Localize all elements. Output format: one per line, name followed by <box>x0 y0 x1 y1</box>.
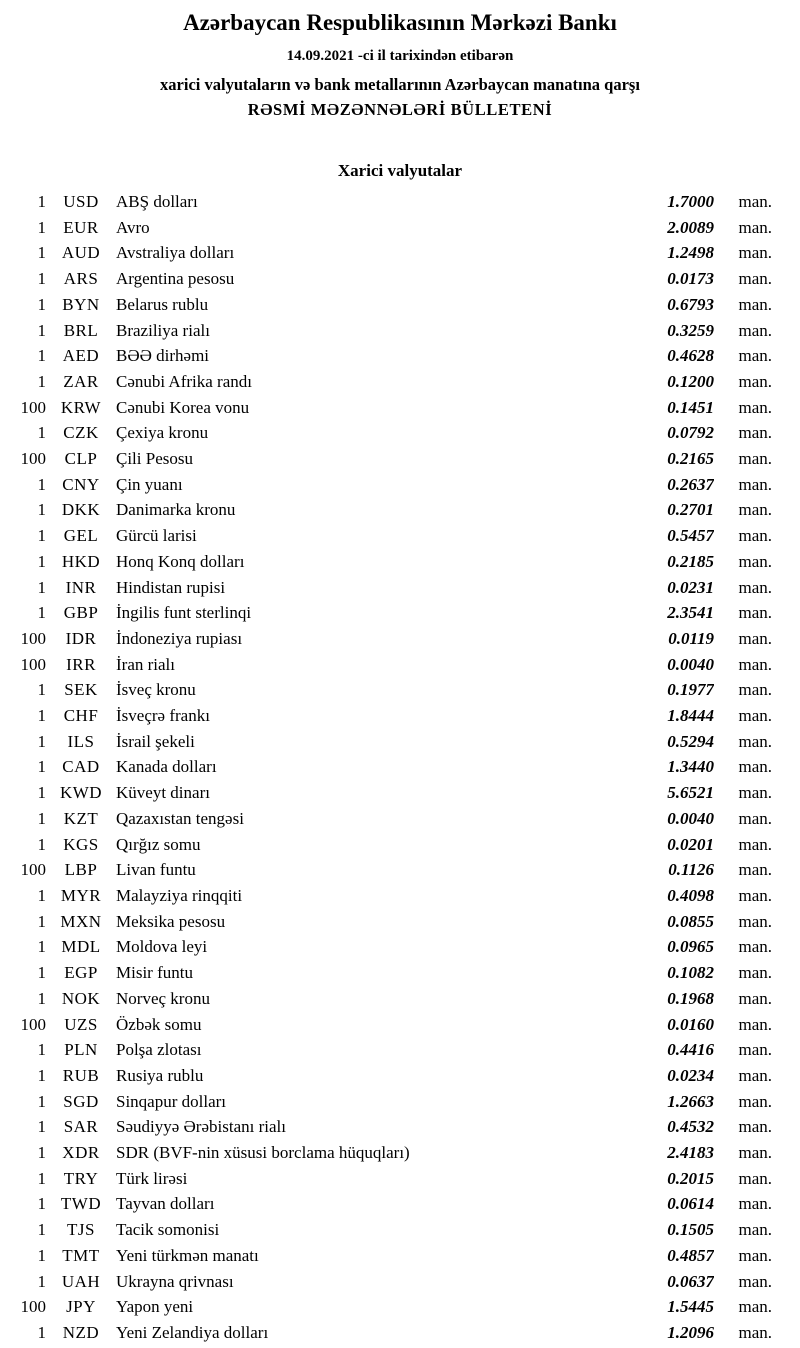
row-unit: man. <box>738 449 772 469</box>
row-rate: 0.0855 <box>667 911 714 931</box>
row-qty: 100 <box>20 654 46 674</box>
row-rate: 1.2663 <box>667 1091 714 1111</box>
row-qty: 1 <box>37 423 46 443</box>
row-unit: man. <box>738 1065 772 1085</box>
row-name: İsveçrə frankı <box>116 706 210 726</box>
table-row <box>6 369 772 395</box>
row-qty: 1 <box>37 320 46 340</box>
row-rate: 0.1082 <box>667 963 714 983</box>
subtitle-line: xarici valyutaların və bank metallarının Azərbaycan manatına qarşı <box>160 75 640 94</box>
table-row <box>6 189 772 215</box>
table-row <box>6 1320 772 1346</box>
row-rate: 0.6793 <box>667 294 714 314</box>
row-name: Çin yuanı <box>116 474 183 494</box>
row-qty: 100 <box>20 1014 46 1034</box>
row-qty: 1 <box>37 757 46 777</box>
row-qty: 1 <box>37 243 46 263</box>
row-code: CAD <box>62 757 100 777</box>
row-unit: man. <box>738 1194 772 1214</box>
table-row <box>6 1089 772 1115</box>
row-rate: 0.2185 <box>667 551 714 571</box>
table-row <box>6 472 772 498</box>
row-rate: 0.1200 <box>667 371 714 391</box>
table-row <box>6 1166 772 1192</box>
row-rate: 0.4532 <box>667 1117 714 1137</box>
row-rate: 0.1505 <box>667 1220 714 1240</box>
row-name: Braziliya rialı <box>116 320 210 340</box>
row-code: SAR <box>63 1117 99 1137</box>
table-row <box>6 1217 772 1243</box>
row-unit: man. <box>738 911 772 931</box>
row-rate: 0.1968 <box>667 988 714 1008</box>
row-rate: 0.0119 <box>668 628 714 648</box>
table-row <box>6 420 772 446</box>
row-unit: man. <box>738 269 772 289</box>
row-qty: 1 <box>37 1271 46 1291</box>
row-unit: man. <box>738 860 772 880</box>
row-qty: 1 <box>37 1091 46 1111</box>
row-name: Argentina pesosu <box>116 269 235 289</box>
row-code: USD <box>63 192 99 211</box>
row-qty: 1 <box>37 474 46 494</box>
row-unit: man. <box>738 1168 772 1188</box>
row-unit: man. <box>738 834 772 854</box>
row-code: MYR <box>60 885 102 905</box>
row-code: TJS <box>67 1220 95 1240</box>
row-rate: 0.0040 <box>667 654 714 674</box>
row-name: Livan funtu <box>116 860 196 880</box>
row-rate: 1.5445 <box>667 1297 714 1317</box>
table-row <box>6 292 772 318</box>
row-rate: 0.4416 <box>667 1040 714 1060</box>
row-qty: 1 <box>37 1168 46 1188</box>
row-code: HKD <box>61 551 101 571</box>
row-qty: 1 <box>37 1220 46 1240</box>
row-qty: 1 <box>37 1040 46 1060</box>
row-code: MXN <box>60 911 102 931</box>
row-qty: 1 <box>37 500 46 520</box>
row-unit: man. <box>738 1117 772 1137</box>
row-rate: 0.0614 <box>667 1194 714 1214</box>
table-row <box>6 1063 772 1089</box>
row-rate: 0.0637 <box>667 1271 714 1291</box>
row-unit: man. <box>738 808 772 828</box>
row-qty: 1 <box>37 192 46 211</box>
row-unit: man. <box>738 757 772 777</box>
row-rate: 0.0231 <box>667 577 714 597</box>
row-rate: 1.8444 <box>667 706 714 726</box>
row-unit: man. <box>738 1014 772 1034</box>
row-name: Çexiya kronu <box>116 423 209 443</box>
row-unit: man. <box>738 320 772 340</box>
row-qty: 1 <box>37 963 46 983</box>
row-unit: man. <box>738 423 772 443</box>
row-name: Sinqapur dolları <box>116 1091 227 1111</box>
row-code: AED <box>62 346 100 366</box>
row-rate: 0.3259 <box>667 320 714 340</box>
row-qty: 1 <box>37 269 46 289</box>
row-name: İran rialı <box>116 654 175 674</box>
row-name: Cənubi Afrika randı <box>116 371 252 391</box>
row-qty: 100 <box>20 449 46 469</box>
row-qty: 1 <box>37 988 46 1008</box>
row-code: NZD <box>62 1322 100 1342</box>
row-unit: man. <box>738 526 772 546</box>
row-qty: 100 <box>20 628 46 648</box>
row-code: PLN <box>64 1040 98 1060</box>
table-row <box>6 215 772 241</box>
table-row <box>6 1140 772 1166</box>
row-name: Hindistan rupisi <box>116 577 226 597</box>
row-qty: 100 <box>20 860 46 880</box>
row-unit: man. <box>738 474 772 494</box>
row-code: KWD <box>59 783 103 803</box>
row-qty: 1 <box>37 1065 46 1085</box>
row-name: Moldova leyi <box>116 937 208 957</box>
row-unit: man. <box>738 500 772 520</box>
row-code: KRW <box>60 397 102 417</box>
table-row <box>6 1243 772 1269</box>
row-qty: 1 <box>37 808 46 828</box>
row-rate: 0.1977 <box>667 680 714 700</box>
row-code: SEK <box>64 680 98 700</box>
row-code: GBP <box>63 603 99 623</box>
row-unit: man. <box>738 963 772 983</box>
row-code: CNY <box>62 474 100 494</box>
row-unit: man. <box>738 397 772 417</box>
page-title: Azərbaycan Respublikasının Mərkəzi Bankı <box>183 10 617 35</box>
row-rate: 0.0792 <box>667 423 714 443</box>
row-unit: man. <box>738 937 772 957</box>
row-unit: man. <box>738 217 772 237</box>
row-code: BRL <box>63 320 99 340</box>
section-title: Xarici valyutalar <box>337 161 463 180</box>
row-code: RUB <box>62 1065 100 1085</box>
row-rate: 5.6521 <box>667 783 714 803</box>
row-code: TMT <box>62 1245 100 1265</box>
row-unit: man. <box>738 885 772 905</box>
table-row <box>6 909 772 935</box>
row-unit: man. <box>738 1040 772 1060</box>
table-row <box>6 523 772 549</box>
row-name: Misir funtu <box>116 963 193 983</box>
row-name: ABŞ dolları <box>116 192 198 211</box>
row-unit: man. <box>738 1245 772 1265</box>
row-code: IRR <box>66 654 96 674</box>
row-rate: 1.2498 <box>667 243 714 263</box>
row-unit: man. <box>738 603 772 623</box>
row-code: ARS <box>63 269 99 289</box>
rates-table-body <box>6 189 772 1346</box>
row-unit: man. <box>738 294 772 314</box>
row-name: Səudiyyə Ərəbistanı rialı <box>116 1117 286 1137</box>
row-unit: man. <box>738 988 772 1008</box>
row-code: UZS <box>64 1014 98 1034</box>
table-row <box>6 318 772 344</box>
table-row <box>6 960 772 986</box>
row-code: LBP <box>64 860 98 880</box>
rates-table <box>6 189 772 1346</box>
row-rate: 0.0160 <box>667 1014 714 1034</box>
row-rate: 0.2015 <box>667 1168 714 1188</box>
row-qty: 1 <box>37 1194 46 1214</box>
row-name: Danimarka kronu <box>116 500 236 520</box>
row-code: DKK <box>61 500 101 520</box>
row-name: İngilis funt sterlinqi <box>116 603 252 623</box>
row-name: Küveyt dinarı <box>116 783 210 803</box>
row-unit: man. <box>738 783 772 803</box>
row-qty: 1 <box>37 551 46 571</box>
row-code: AUD <box>61 243 101 263</box>
row-code: CZK <box>63 423 99 443</box>
row-unit: man. <box>738 346 772 366</box>
row-rate: 0.0040 <box>667 808 714 828</box>
row-unit: man. <box>738 628 772 648</box>
row-qty: 1 <box>37 834 46 854</box>
row-code: JPY <box>66 1297 96 1317</box>
table-row <box>6 626 772 652</box>
row-rate: 0.1451 <box>667 397 714 417</box>
row-code: SGD <box>63 1091 99 1111</box>
table-row <box>6 780 772 806</box>
row-rate: 1.3440 <box>667 757 714 777</box>
row-rate: 0.4857 <box>667 1245 714 1265</box>
table-row <box>6 857 772 883</box>
table-row <box>6 1012 772 1038</box>
row-qty: 1 <box>37 294 46 314</box>
row-code: CHF <box>63 706 99 726</box>
row-rate: 0.5294 <box>667 731 714 751</box>
row-code: UAH <box>61 1271 101 1291</box>
table-row <box>6 446 772 472</box>
row-name: Tayvan dolları <box>116 1194 215 1214</box>
row-unit: man. <box>738 680 772 700</box>
row-rate: 0.0965 <box>667 937 714 957</box>
row-code: XDR <box>62 1143 100 1163</box>
row-qty: 100 <box>20 1297 46 1317</box>
row-unit: man. <box>738 1220 772 1240</box>
table-row <box>6 754 772 780</box>
row-unit: man. <box>738 1271 772 1291</box>
row-rate: 0.0173 <box>667 269 714 289</box>
table-row <box>6 1191 772 1217</box>
row-rate: 0.4098 <box>667 885 714 905</box>
table-row <box>6 806 772 832</box>
row-code: GEL <box>63 526 99 546</box>
table-row <box>6 395 772 421</box>
row-rate: 0.2637 <box>667 474 714 494</box>
row-unit: man. <box>738 1143 772 1163</box>
row-qty: 1 <box>37 680 46 700</box>
table-row <box>6 1269 772 1295</box>
row-unit: man. <box>738 1297 772 1317</box>
row-qty: 1 <box>37 706 46 726</box>
row-qty: 1 <box>37 1117 46 1137</box>
row-rate: 1.2096 <box>667 1322 714 1342</box>
row-code: IDR <box>65 628 97 648</box>
row-qty: 1 <box>37 217 46 237</box>
row-name: Avstraliya dolları <box>116 243 235 263</box>
row-qty: 1 <box>37 911 46 931</box>
row-name: Meksika pesosu <box>116 911 226 931</box>
row-name: Cənubi Korea vonu <box>116 397 250 417</box>
row-code: MDL <box>61 937 101 957</box>
table-row <box>6 652 772 678</box>
table-row <box>6 883 772 909</box>
row-name: Qazaxıstan tengəsi <box>116 808 244 828</box>
row-code: TRY <box>63 1168 99 1188</box>
table-row <box>6 240 772 266</box>
row-rate: 2.3541 <box>667 603 714 623</box>
row-unit: man. <box>738 706 772 726</box>
row-code: CLP <box>64 449 98 469</box>
row-qty: 1 <box>37 783 46 803</box>
row-qty: 1 <box>37 577 46 597</box>
row-name: Ukrayna qrivnası <box>116 1271 234 1291</box>
row-name: Tacik somonisi <box>116 1220 220 1240</box>
row-rate: 0.4628 <box>667 346 714 366</box>
table-row <box>6 575 772 601</box>
row-name: Türk lirəsi <box>116 1168 188 1188</box>
row-qty: 100 <box>20 397 46 417</box>
row-unit: man. <box>738 371 772 391</box>
row-name: Polşa zlotası <box>116 1040 202 1060</box>
row-name: Qırğız somu <box>116 834 201 854</box>
row-unit: man. <box>738 243 772 263</box>
row-name: Avro <box>116 217 150 237</box>
row-code: ZAR <box>63 371 99 391</box>
row-qty: 1 <box>37 937 46 957</box>
row-name: Özbək somu <box>116 1014 202 1034</box>
row-qty: 1 <box>37 731 46 751</box>
row-qty: 1 <box>37 885 46 905</box>
table-row <box>6 1037 772 1063</box>
row-name: İsrail şekeli <box>116 731 195 751</box>
row-qty: 1 <box>37 526 46 546</box>
table-row <box>6 703 772 729</box>
row-rate: 0.2701 <box>667 500 714 520</box>
row-name: BƏƏ dirhəmi <box>116 346 210 366</box>
table-row <box>6 677 772 703</box>
row-rate: 0.0234 <box>667 1065 714 1085</box>
row-qty: 1 <box>37 371 46 391</box>
row-rate: 0.5457 <box>667 526 714 546</box>
row-name: SDR (BVF-nin xüsusi borclama hüquqları) <box>116 1143 410 1163</box>
row-rate: 2.0089 <box>667 217 714 237</box>
row-name: Malayziya rinqqiti <box>116 885 243 905</box>
row-name: Yeni Zelandiya dolları <box>116 1322 269 1342</box>
row-code: BYN <box>62 294 100 314</box>
row-name: Gürcü larisi <box>116 526 197 546</box>
bulletin-header <box>0 0 800 121</box>
row-unit: man. <box>738 577 772 597</box>
row-code: NOK <box>61 988 101 1008</box>
row-name: Çili Pesosu <box>116 449 193 469</box>
row-unit: man. <box>738 1322 772 1342</box>
table-row <box>6 343 772 369</box>
row-rate: 0.1126 <box>668 860 714 880</box>
row-rate: 0.0201 <box>667 834 714 854</box>
row-name: Belarus rublu <box>116 294 209 314</box>
bulletin-title: RƏSMİ MƏZƏNNƏLƏRİ BÜLLETENİ <box>247 100 553 119</box>
row-name: Norveç kronu <box>116 988 210 1008</box>
row-name: Kanada dolları <box>116 757 217 777</box>
row-name: İndoneziya rupiası <box>116 628 243 648</box>
row-code: EGP <box>64 963 98 983</box>
row-qty: 1 <box>37 1143 46 1163</box>
row-code: INR <box>65 577 97 597</box>
table-row <box>6 1114 772 1140</box>
row-rate: 2.4183 <box>667 1143 714 1163</box>
row-code: ILS <box>67 731 95 751</box>
row-rate: 1.7000 <box>667 192 714 211</box>
row-name: İsveç kronu <box>116 680 196 700</box>
table-row <box>6 832 772 858</box>
table-row <box>6 497 772 523</box>
table-row <box>6 986 772 1012</box>
row-name: Honq Konq dolları <box>116 551 245 571</box>
row-unit: man. <box>738 551 772 571</box>
date-line: 14.09.2021 -ci il tarixindən etibarən <box>286 48 514 64</box>
row-unit: man. <box>738 731 772 751</box>
row-qty: 1 <box>37 1245 46 1265</box>
table-row <box>6 934 772 960</box>
row-name: Yeni türkmən manatı <box>116 1245 259 1265</box>
row-qty: 1 <box>37 603 46 623</box>
row-code: EUR <box>63 217 99 237</box>
table-row <box>6 549 772 575</box>
table-row <box>6 600 772 626</box>
row-unit: man. <box>738 654 772 674</box>
table-row <box>6 266 772 292</box>
row-rate: 0.2165 <box>667 449 714 469</box>
table-row <box>6 729 772 755</box>
row-name: Rusiya rublu <box>116 1065 204 1085</box>
table-row <box>6 1294 772 1320</box>
row-unit: man. <box>738 1091 772 1111</box>
row-unit: man. <box>738 192 772 211</box>
row-qty: 1 <box>37 346 46 366</box>
row-qty: 1 <box>37 1322 46 1342</box>
row-code: TWD <box>60 1194 102 1214</box>
row-name: Yapon yeni <box>116 1297 194 1317</box>
row-code: KZT <box>63 808 99 828</box>
row-code: KGS <box>63 834 99 854</box>
